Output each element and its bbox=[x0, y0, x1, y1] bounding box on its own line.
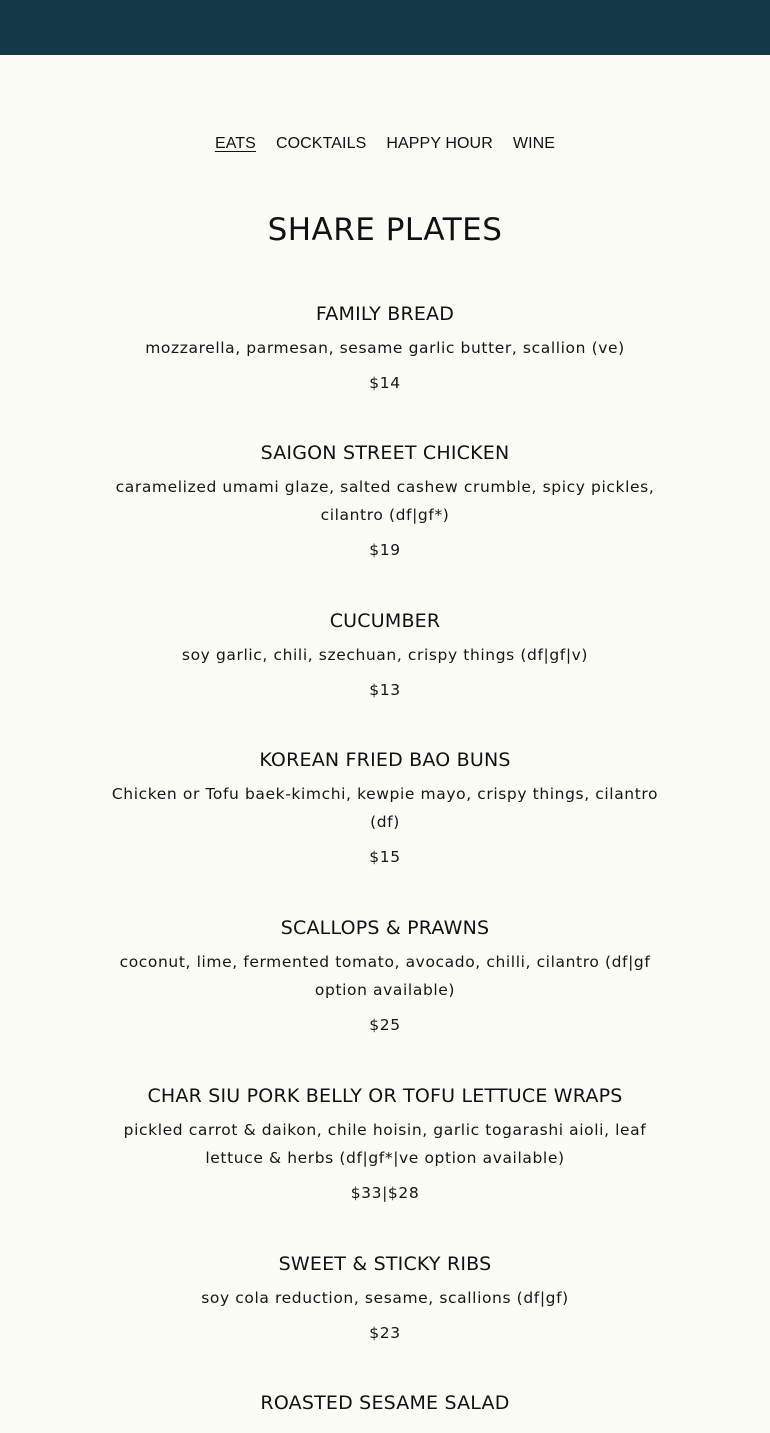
menu-item bbox=[105, 746, 665, 914]
item-description: soy garlic, chili, szechuan, crispy things (df|gf|v) bbox=[181, 646, 589, 664]
item-description: mozzarella, parmesan, sesame garlic butter, scallion (ve) bbox=[145, 339, 625, 357]
item-price: $19 bbox=[369, 541, 401, 559]
menu-item bbox=[105, 1082, 665, 1250]
item-name: SWEET & STICKY RIBS bbox=[278, 1253, 492, 1275]
menu-item bbox=[105, 1389, 665, 1417]
item-price: $14 bbox=[369, 374, 401, 392]
item-name: KOREAN FRIED BAO BUNS bbox=[259, 749, 511, 771]
item-name: FAMILY BREAD bbox=[315, 303, 455, 325]
item-description: pickled carrot & daikon, chile hoisin, garlic togarashi aioli, leaf lettuce & herbs (df|gf*|ve option available) bbox=[123, 1121, 647, 1167]
menu-item bbox=[105, 1250, 665, 1389]
top-bar bbox=[0, 0, 770, 55]
section-title: SHARE PLATES bbox=[267, 212, 503, 248]
item-price: $23 bbox=[369, 1324, 401, 1342]
item-price: $13 bbox=[369, 681, 401, 699]
item-name: SAIGON STREET CHICKEN bbox=[260, 442, 510, 464]
item-price: $15 bbox=[369, 848, 401, 866]
menu-item bbox=[105, 300, 665, 439]
menu-item bbox=[105, 607, 665, 746]
item-name: CUCUMBER bbox=[329, 610, 441, 632]
menu-list bbox=[0, 300, 770, 1417]
item-name: ROASTED SESAME SALAD bbox=[260, 1392, 510, 1414]
menu-nav bbox=[0, 135, 770, 157]
item-description: caramelized umami glaze, salted cashew crumble, spicy pickles, cilantro (df|gf*) bbox=[115, 478, 655, 524]
item-description: Chicken or Tofu baek-kimchi, kewpie mayo, crispy things, cilantro (df) bbox=[111, 785, 659, 831]
menu-item bbox=[105, 914, 665, 1082]
item-description: coconut, lime, fermented tomato, avocado, chilli, cilantro (df|gf option available) bbox=[119, 953, 651, 999]
nav-happy-hour[interactable]: HAPPY HOUR bbox=[386, 135, 493, 152]
nav-eats[interactable]: EATS bbox=[214, 135, 256, 152]
item-name: CHAR SIU PORK BELLY OR TOFU LETTUCE WRAPS bbox=[147, 1085, 623, 1107]
menu-item bbox=[105, 439, 665, 607]
nav-cocktails[interactable]: COCKTAILS bbox=[275, 135, 367, 152]
item-price: $25 bbox=[369, 1016, 401, 1034]
item-name: SCALLOPS & PRAWNS bbox=[280, 917, 490, 939]
item-description: soy cola reduction, sesame, scallions (df|gf) bbox=[201, 1289, 569, 1307]
item-price: $33|$28 bbox=[350, 1184, 420, 1202]
nav-wine[interactable]: WINE bbox=[512, 135, 556, 152]
